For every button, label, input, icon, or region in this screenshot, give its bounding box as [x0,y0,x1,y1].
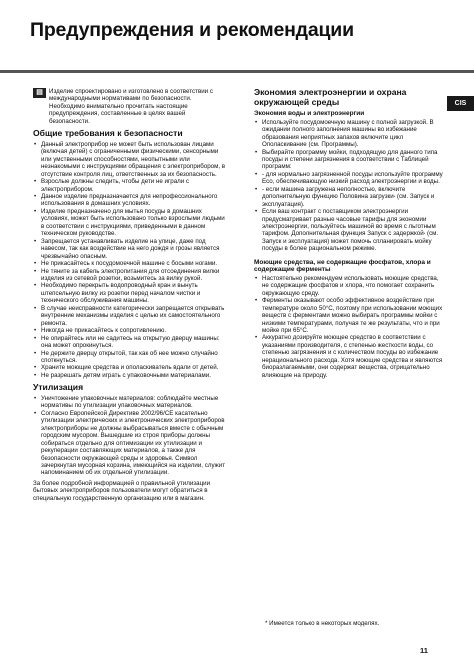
list-item: • В случае неисправности категорически запрещается открывать внутренние механизмы изделия с целью их самостоятельного ремонта. [33,305,227,327]
list-item: • Храните моющие средства и ополаскиватель вдали от детей. [33,364,227,371]
list-item: • Никогда не прикасайтесь к сопротивлению. [33,327,227,334]
manual-book-icon: ▤ [33,88,46,98]
footnote-mark: * [393,194,396,200]
list-item: • Данный электроприбор не может быть использован лицами (включая детей) с ограниченными физическими, сенсорными или умственными способностями, неопытными или незнакомыми с инструкциями обращения с электроприбором, в отсутствие контроля лиц, ответственных за их безопасность. [33,141,227,178]
disposal-list [33,395,227,477]
page-number: 11 [420,646,428,655]
list-item: • Согласно Европейской Директиве 2002/96/CE касательно утилизации электрических и электронических электроприборов электроприборы не должны выбрасываться вместе с обычным городским мусором. Вышедшие из строя приборы должны собираться отдельно для оптимизации их утилизации и рекуперации составляющих материалов, а также для безопасности окружающей среды и здоровья. Символ зачеркнутая мусорная корзина, имеющийся на изделии, служит напоминанием об их отдельной утилизации. [33,410,227,477]
list-item: • Ферменты оказывают особо эффективное воздействие при температуре около 50°С, поэтому при использовании моющих веществ с ферментами можно выбирать программы мойки с низкими температурами, получая те же результаты, что и при мойке при 65°С. [254,297,444,334]
safety-list [33,141,227,380]
disposal-note: За более подробной информацией о правильной утилизации бытовых электроприборов пользователи могут обратиться в специальную государственную организацию или в магазин. [33,479,211,502]
list-item: • Необходимо перекрыть водопроводный кран и вынуть штепсельную вилку из розетки перед началом чистки и технического обслуживания машины. [33,282,227,304]
left-column [33,88,227,502]
list-item: • Взрослые должны следить, чтобы дети не играли с электроприбором. [33,178,227,193]
page-title: Предупреждения и рекомендации [30,19,354,41]
intro-block [33,88,227,125]
list-item: • Аккуратно дозируйте моющее средство в соответствии с указаниями производителя, с степенью жесткости воды, со степенью загрязнения и с количеством посуды во избежание нерационального расхода. Хотя моющие средства и являются биоразлагаемыми, они содержат вещества, отрицательно влияющие на природу. [254,334,444,379]
list-item: • Если ваш контракт с поставщиком электроэнергии предусматривает разные часовые тарифы для экономии электроэнергии, пользуйтесь машиной во время с льготным тарифом. Дополнительная функция Запуск с задержкой* (см. Запуск и эксплуатация) может помочь спланировать мойку посуды в более рациональном режиме. [254,208,444,253]
footnote: * Имеется только в некоторых моделях. [265,620,380,627]
list-item: • Не держите дверцу открытой, так как об нее можно случайно споткнуться. [33,350,227,365]
detergents-list [254,275,444,379]
list-item: • - если машина загружена неполностью, включите дополнительную функцию Половина загрузки* (см. Запуск и эксплуатация). [254,186,444,208]
intro-text: Изделие спроектировано и изготовлено в соответствии с международными нормативами по безопасности. Необходимо внимательно прочитать настоящие предупреждения, составленные в целях вашей безопасности. [49,88,213,125]
list-item: • Данное изделие предназначается для непрофессионального использования в домашних условиях. [33,193,227,208]
list-item: • Уничтожение упаковочных материалов: соблюдайте местные нормативы по утилизации упаковочных материалов. [33,395,227,410]
list-item: • Не опирайтесь или не садитесь на открытую дверцу машины: она может опрокинуться. [33,335,227,350]
water-saving-list [254,119,444,253]
list-item: • - для нормально загрязненной посуды используйте программу Eco, обеспечивающую низкий расход электроэнергии и воды. [254,171,444,186]
detergents-heading: Моющие средства, не содержащие фосфатов, хлора и содержащие ферменты [254,258,431,274]
list-item: • Настоятельно рекомендуем использовать моющие средства, не содержащие фосфатов и хлора, что помогает сохранить окружающую среду. [254,275,444,297]
list-item: • Выбирайте программу мойки, подходящую для данного типа посуды и степени загрязнения в соответствии с Таблицей программ: [254,149,444,171]
list-item: • Не разрешать детям играть с упаковочными материалами. [33,372,227,379]
right-column [254,88,444,379]
footnote-mark: * [423,231,426,237]
list-item: • Не прикасайтесь к посудомоечной машине с босыми ногами. [33,260,227,267]
title-divider [0,70,474,73]
list-item: • Используйте посудомоечную машину с полной загрузкой. В ожидании полного заполнения машины во избежание образования неприятных запахов включите цикл Ополаскивание (см. Программы). [254,119,444,149]
safety-heading: Общие требования к безопасности [33,128,183,139]
list-item: • Изделие предназначено для мытья посуды в домашних условиях, может быть использовано только взрослыми людьми в соответствии с инструкциями, приведенными в данном техническом руководстве. [33,208,227,238]
water-saving-heading: Экономия воды и электроэнергии [254,110,365,118]
language-tab: CIS [447,96,474,111]
list-item: • Запрещается устанавливать изделие на улице, даже под навесом, так как воздействие на него дождя и грозы является чрезвычайно опасным. [33,238,227,260]
disposal-heading: Утилизация [33,382,84,393]
economy-heading: Экономия электроэнергии и охрана окружающей среды [254,87,407,107]
list-item: • Не тяните за кабель электропитания для отсоединения вилки изделия из сетевой розетки, возьмитесь за вилку рукой. [33,268,227,283]
